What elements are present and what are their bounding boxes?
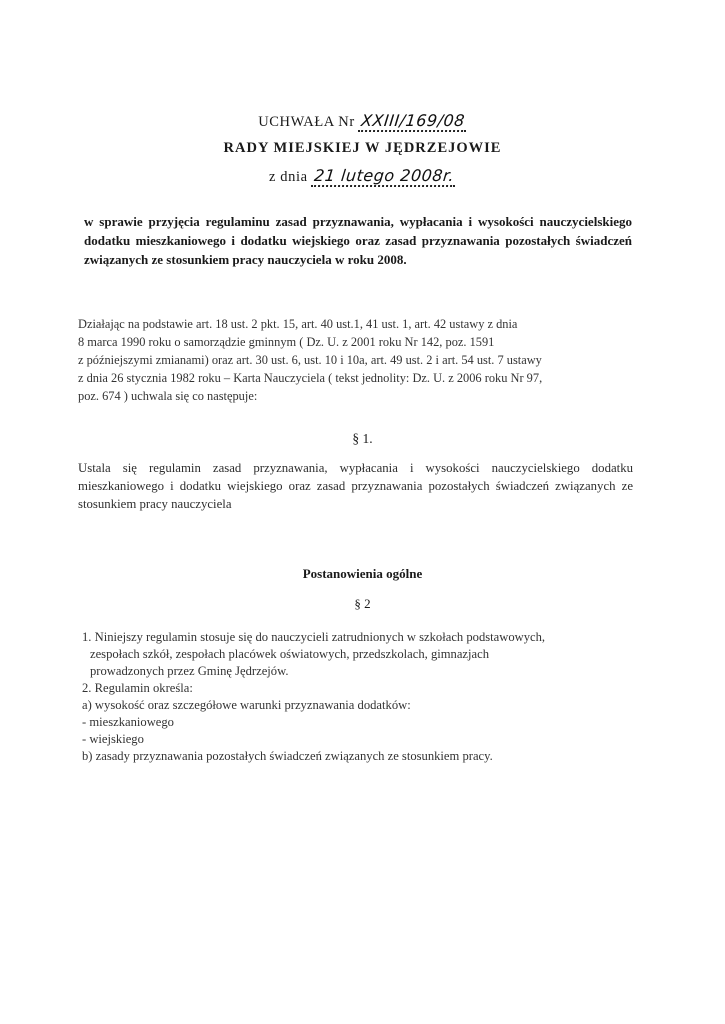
section-1-text: Ustala się regulamin zasad przyznawania, wypłacania i wysokości nauczycielskiego dodatku mieszkaniowego i dodatku wiejskiego oraz zasad przyznawania pozostałych świadczeń związanych ze stosunkiem pracy nauczyciela (78, 461, 633, 511)
resolution-title-line (0, 112, 725, 132)
list-item: - mieszkaniowego (82, 715, 174, 729)
resolution-date-line (0, 167, 725, 187)
section-2-list (82, 629, 642, 765)
list-item: prowadzonych przez Gminę Jędrzejów. (90, 664, 289, 678)
resolution-number-handwritten: XXIII/169/08 (358, 112, 468, 132)
section-2-label: § 2 (354, 596, 371, 611)
date-handwritten: 21 lutego 2008r. (311, 167, 457, 187)
council-name: RADY MIEJSKIEJ W JĘDRZEJOWIE (223, 140, 502, 156)
list-item: 2. Regulamin określa: (82, 681, 193, 695)
legal-basis-line: z późniejszymi zmianami) oraz art. 30 ust. 6, ust. 10 i 10a, art. 49 ust. 2 i art. 54 ust. 7 ustawy (78, 353, 542, 367)
legal-basis-line: poz. 674 ) uchwala się co następuje: (78, 389, 258, 403)
legal-basis (78, 315, 633, 405)
list-item: zespołach szkół, zespołach placówek oświatowych, przedszkolach, gimnazjach (90, 647, 489, 661)
list-item: - wiejskiego (82, 732, 144, 746)
resolution-subject: w sprawie przyjęcia regulaminu zasad przyznawania, wypłacania i wysokości nauczycielskiego dodatku mieszkaniowego i dodatku wiejskiego oraz zasad przyznawania pozostałych świadczeń związanych ze stosunkiem pracy nauczyciela w roku 2008. (84, 214, 632, 267)
list-item: a) wysokość oraz szczegółowe warunki przyznawania dodatków: (82, 698, 411, 712)
legal-basis-line: Działając na podstawie art. 18 ust. 2 pkt. 15, art. 40 ust.1, 41 ust. 1, art. 42 ustawy z dnia (78, 317, 518, 331)
date-prefix: z dnia (269, 169, 308, 185)
list-item: b) zasady przyznawania pozostałych świadczeń związanych ze stosunkiem pracy. (82, 749, 493, 763)
legal-basis-line: z dnia 26 stycznia 1982 roku – Karta Nauczyciela ( tekst jednolity: Dz. U. z 2006 roku Nr 97, (78, 371, 543, 385)
general-provisions-heading: Postanowienia ogólne (302, 566, 423, 581)
list-item: 1. Niniejszy regulamin stosuje się do nauczycieli zatrudnionych w szkołach podstawowych, (82, 630, 546, 644)
resolution-title-prefix: UCHWAŁA Nr (258, 114, 355, 130)
section-1-label: § 1. (352, 431, 373, 446)
legal-basis-line: 8 marca 1990 roku o samorządzie gminnym ( Dz. U. z 2001 roku Nr 142, poz. 1591 (78, 335, 495, 349)
